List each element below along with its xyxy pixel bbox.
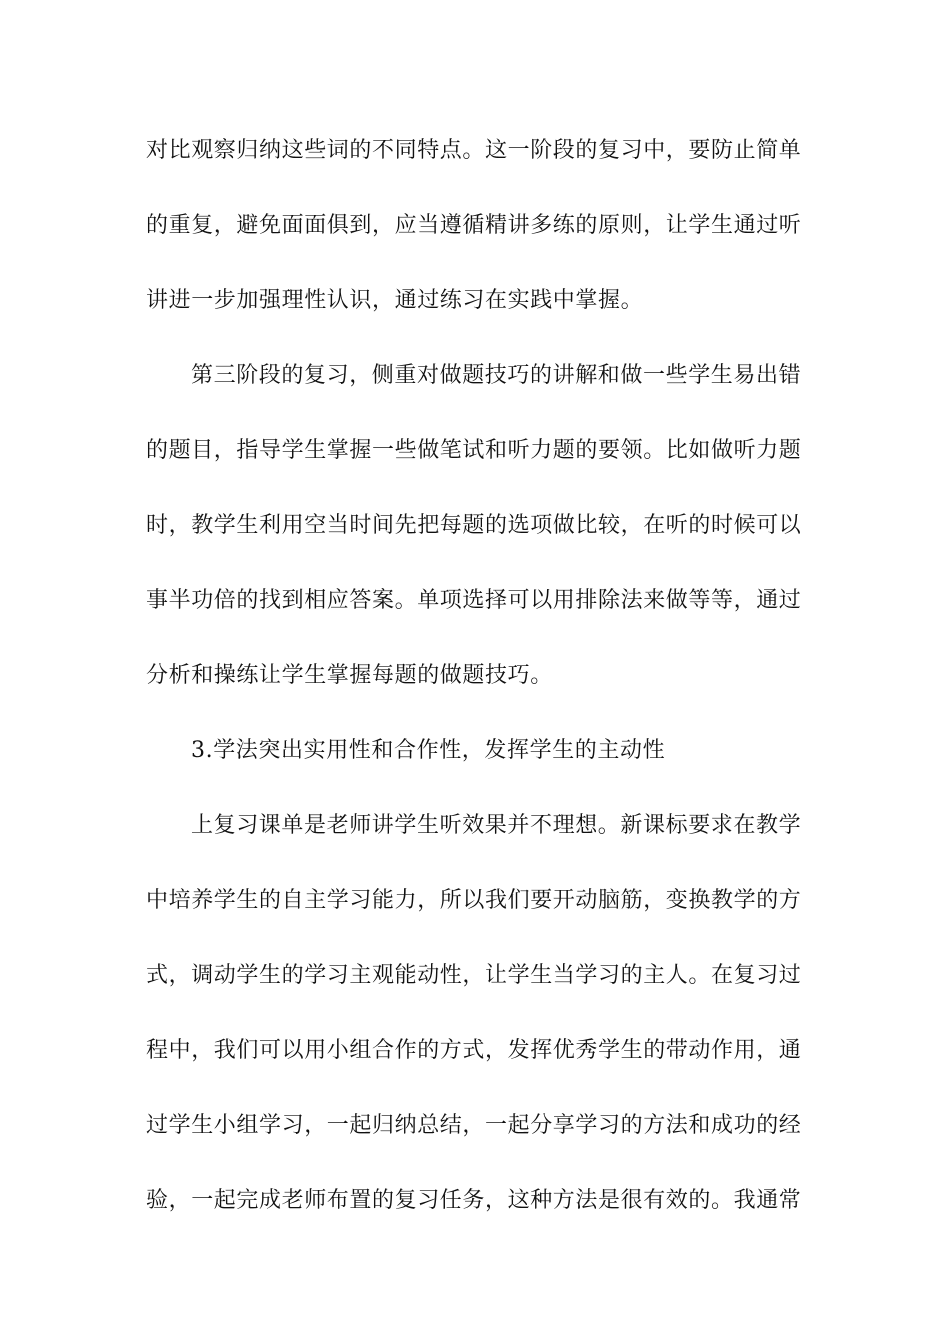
text-line: 分析和操练让学生掌握每题的做题技巧。 [146, 663, 553, 688]
paragraph-start-line: 上复习课单是老师讲学生听效果并不理想。新课标要求在教学 [191, 813, 802, 838]
text-line: 讲进一步加强理性认识，通过练习在实践中掌握。 [146, 288, 644, 313]
text-line: 的重复，避免面面俱到，应当遵循精讲多练的原则，让学生通过听 [146, 213, 802, 238]
text-line: 过学生小组学习，一起归纳总结，一起分享学习的方法和成功的经 [146, 1113, 802, 1138]
section-heading: 3.学法突出实用性和合作性，发挥学生的主动性 [191, 738, 666, 763]
text-line: 对比观察归纳这些词的不同特点。这一阶段的复习中，要防止简单 [146, 138, 802, 163]
text-line: 验，一起完成老师布置的复习任务，这种方法是很有效的。我通常 [146, 1188, 802, 1213]
text-line: 中培养学生的自主学习能力，所以我们要开动脑筋，变换教学的方 [146, 888, 802, 913]
text-line: 时，教学生利用空当时间先把每题的选项做比较，在听的时候可以 [146, 513, 802, 538]
text-line: 事半功倍的找到相应答案。单项选择可以用排除法来做等等，通过 [146, 588, 802, 613]
text-line: 的题目，指导学生掌握一些做笔试和听力题的要领。比如做听力题 [146, 438, 802, 463]
text-line: 程中，我们可以用小组合作的方式，发挥优秀学生的带动作用，通 [146, 1038, 802, 1063]
paragraph-start-line: 第三阶段的复习，侧重对做题技巧的讲解和做一些学生易出错 [191, 363, 802, 388]
text-line: 式，调动学生的学习主观能动性，让学生当学习的主人。在复习过 [146, 963, 802, 988]
